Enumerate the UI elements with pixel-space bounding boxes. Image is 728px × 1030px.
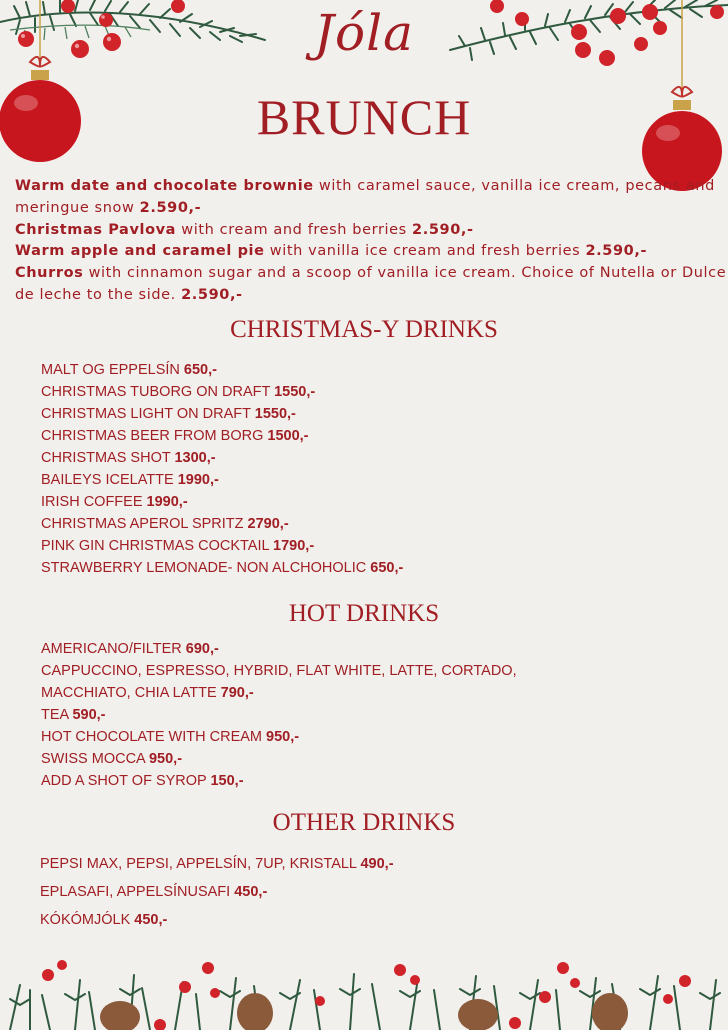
item-price: 1550,- bbox=[254, 406, 296, 422]
item-name: PINK GIN CHRISTMAS COCKTAIL bbox=[41, 538, 274, 554]
section-title-hot-drinks: HOT DRINKS bbox=[288, 600, 440, 627]
dessert-item bbox=[15, 220, 728, 242]
item-name: CHRISTMAS LIGHT ON DRAFT bbox=[41, 406, 255, 422]
menu-item bbox=[41, 748, 517, 770]
item-name: HOT CHOCOLATE WITH CREAM bbox=[41, 729, 267, 745]
pine-border-bottom bbox=[0, 935, 728, 1030]
menu-item bbox=[41, 491, 403, 513]
menu-item bbox=[41, 704, 517, 726]
menu-item bbox=[40, 906, 394, 934]
item-name: SWISS MOCCA bbox=[41, 751, 149, 767]
item-name: KÓKÓMJÓLK bbox=[40, 912, 135, 928]
item-name: MACCHIATO, CHIA LATTE bbox=[41, 685, 221, 701]
dessert-desc: with cinnamon sugar and a scoop of vanilla ice cream. Choice of Nutella or Dulce de leche to the side. bbox=[15, 265, 727, 303]
item-price: 150,- bbox=[210, 773, 244, 789]
dessert-item bbox=[15, 241, 728, 263]
item-price: 590,- bbox=[72, 707, 106, 723]
item-price: 950,- bbox=[148, 751, 183, 767]
menu-item bbox=[41, 381, 403, 403]
menu-item bbox=[41, 359, 403, 381]
item-name: TEA bbox=[41, 707, 73, 723]
item-price: 690,- bbox=[185, 641, 219, 657]
item-price: 650,- bbox=[370, 560, 404, 576]
item-price: 950,- bbox=[266, 729, 300, 745]
menu-item bbox=[41, 513, 403, 535]
dessert-desc: with caramel sauce, vanilla ice cream, pecans and meringue snow bbox=[15, 178, 715, 216]
menu-item bbox=[41, 425, 403, 447]
menu-item bbox=[41, 660, 517, 682]
item-name: PEPSI MAX, PEPSI, APPELSÍN, 7UP, KRISTALL bbox=[40, 856, 361, 872]
dessert-name: Churros bbox=[15, 265, 84, 282]
dessert-name: Warm apple and caramel pie bbox=[15, 243, 265, 260]
item-name: STRAWBERRY LEMONADE- NON ALCHOHOLIC bbox=[41, 560, 371, 576]
item-name: CHRISTMAS TUBORG ON DRAFT bbox=[41, 384, 275, 400]
dessert-price: 2.590,- bbox=[585, 243, 648, 260]
item-name: EPLASAFI, APPELSÍNUSAFI bbox=[40, 884, 235, 900]
menu-item bbox=[41, 535, 403, 557]
page-title: BRUNCH bbox=[256, 89, 472, 145]
item-price: 650,- bbox=[183, 362, 217, 378]
menu-item bbox=[40, 850, 394, 878]
menu-item bbox=[41, 770, 517, 792]
menu-item bbox=[41, 638, 517, 660]
dessert-price: 2.590,- bbox=[181, 286, 243, 303]
item-name: CHRISTMAS SHOT bbox=[41, 450, 175, 466]
christmas-drinks-list bbox=[41, 359, 403, 579]
item-name: MALT OG EPPELSÍN bbox=[41, 362, 184, 378]
hot-drinks-list bbox=[41, 638, 517, 792]
item-name: BAILEYS ICELATTE bbox=[41, 472, 178, 488]
item-price: 1990,- bbox=[146, 494, 188, 510]
dessert-price: 2.590,- bbox=[139, 199, 202, 216]
item-price: 1990,- bbox=[177, 472, 219, 488]
dessert-name: Christmas Pavlova bbox=[15, 221, 177, 238]
dessert-item bbox=[15, 176, 728, 220]
menu-item bbox=[41, 403, 403, 425]
item-name: ADD A SHOT OF SYROP bbox=[41, 773, 211, 789]
item-price: 2790,- bbox=[247, 516, 289, 532]
menu-item bbox=[41, 557, 403, 579]
dessert-desc: with cream and fresh berries bbox=[176, 221, 413, 238]
item-name: IRISH COFFEE bbox=[41, 494, 147, 510]
item-price: 490,- bbox=[360, 856, 394, 872]
section-title-christmas-drinks: CHRISTMAS-Y DRINKS bbox=[230, 316, 498, 343]
menu-item bbox=[41, 682, 517, 704]
item-name: CHRISTMAS APEROL SPRITZ bbox=[41, 516, 248, 532]
dessert-item bbox=[15, 263, 728, 307]
item-price: 1300,- bbox=[174, 450, 216, 466]
menu-item bbox=[41, 447, 403, 469]
dessert-name: Warm date and chocolate brownie bbox=[15, 178, 314, 194]
dessert-desc: with vanilla ice cream and fresh berries bbox=[264, 243, 586, 260]
item-name: CHRISTMAS BEER FROM BORG bbox=[41, 428, 268, 444]
other-drinks-list bbox=[40, 850, 394, 934]
dessert-list bbox=[15, 176, 728, 307]
script-title: Jóla bbox=[314, 4, 414, 62]
menu-item bbox=[41, 469, 403, 491]
item-price: 1790,- bbox=[273, 538, 315, 554]
dessert-price: 2.590,- bbox=[412, 221, 474, 238]
menu-item bbox=[40, 878, 394, 906]
item-name: CAPPUCCINO, ESPRESSO, HYBRID, FLAT WHITE, LATTE, CORTADO, bbox=[41, 663, 517, 679]
item-price: 450,- bbox=[234, 884, 268, 900]
menu-item bbox=[41, 726, 517, 748]
item-price: 1550,- bbox=[274, 384, 316, 400]
item-name: AMERICANO/FILTER bbox=[41, 641, 186, 657]
item-price: 450,- bbox=[134, 912, 168, 928]
section-title-other-drinks: OTHER DRINKS bbox=[272, 809, 456, 836]
item-price: 1500,- bbox=[267, 428, 309, 444]
item-price: 790,- bbox=[220, 685, 254, 701]
